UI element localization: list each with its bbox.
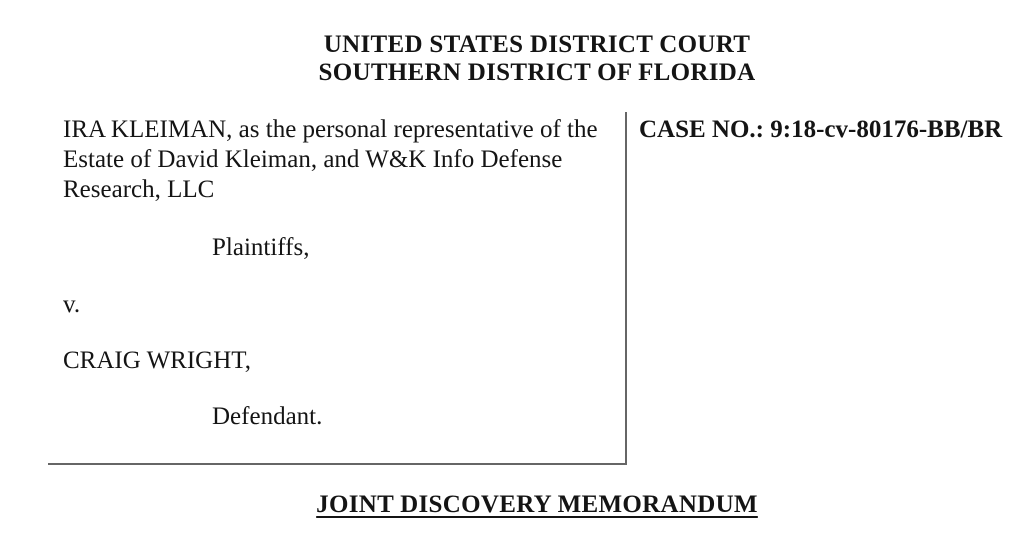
plaintiff-name-line-1: IRA KLEIMAN, as the personal representative of the (63, 116, 598, 143)
case-number: CASE NO.: 9:18-cv-80176-BB/BR (639, 116, 1003, 143)
plaintiff-name-line-3: Research, LLC (63, 176, 215, 203)
court-district: SOUTHERN DISTRICT OF FLORIDA (318, 59, 756, 86)
plaintiff-block (63, 115, 598, 205)
document-title (50, 490, 1024, 520)
plaintiff-name-line-2: Estate of David Kleiman, and W&K Info Defense (63, 146, 563, 173)
versus-label: v. (63, 291, 81, 318)
defendant-name: CRAIG WRIGHT, (63, 347, 251, 374)
defendant-label: Defendant. (212, 403, 323, 430)
caption-bottom-rule (48, 463, 627, 465)
plaintiffs-label: Plaintiffs, (212, 234, 310, 261)
court-header (50, 31, 1024, 87)
document-title-text: JOINT DISCOVERY MEMORANDUM (316, 491, 758, 518)
court-name: UNITED STATES DISTRICT COURT (323, 31, 751, 58)
caption-vertical-rule (625, 112, 627, 465)
